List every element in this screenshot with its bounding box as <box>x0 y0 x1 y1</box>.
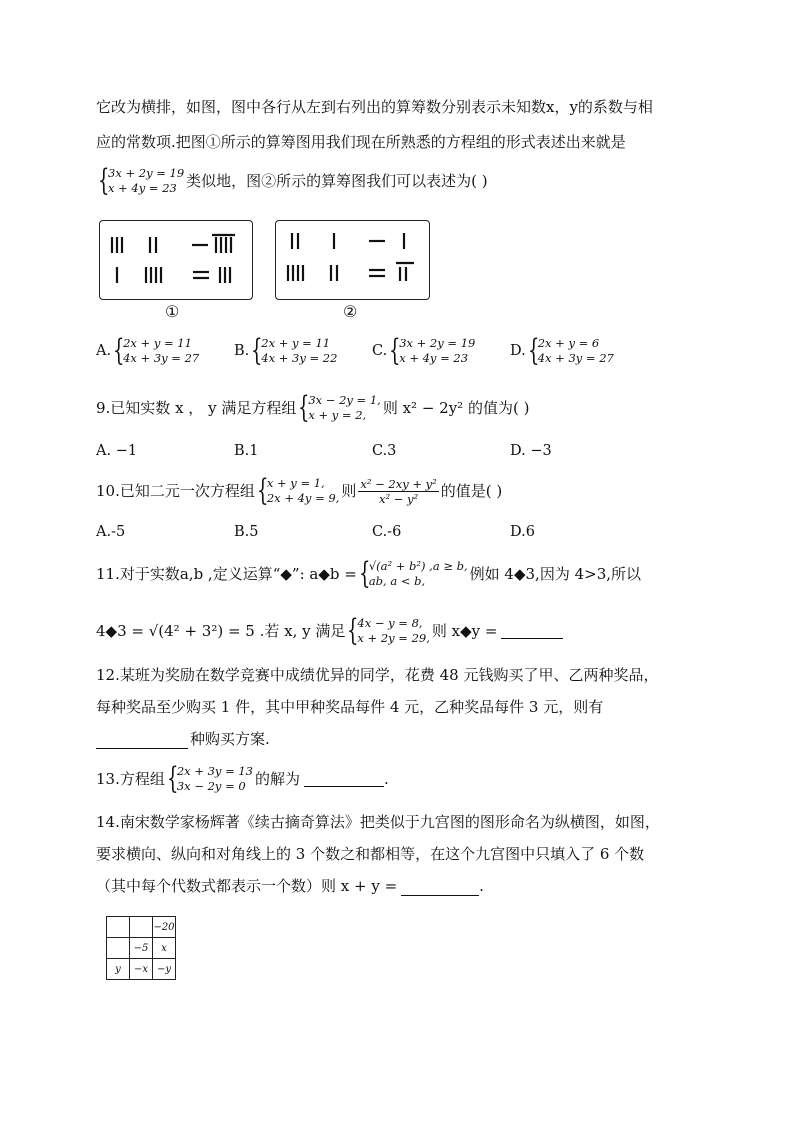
option-letter: C. <box>372 343 388 359</box>
option-letter: B. <box>234 343 250 359</box>
q11-line-2-prefix: 4◆3 = √(4² + 3²) = 5 .若 x, y 满足 <box>96 622 346 640</box>
q13-stem: 13.方程组 { 2x + 3y = 13 3x − 2y = 0 的解为 . <box>96 761 389 796</box>
intro-line-2: 应的常数项.把图①所示的算筹图用我们现在所熟悉的方程组的形式表述出来就是 <box>96 133 626 151</box>
option-eq: 2x + y = 11 <box>123 336 192 350</box>
grid-cell: −y <box>153 959 176 980</box>
grid-cell <box>107 917 130 938</box>
q9-stem: 9.已知实数 x ， y 满足方程组 { 3x − 2y = 1, x + y = 2, 则 x² − 2y² 的值为( ) <box>96 390 530 425</box>
option-eq: 2x + y = 6 <box>537 336 600 350</box>
q14-line-3 <box>96 876 484 896</box>
option-eq: 4x + 3y = 27 <box>123 351 200 365</box>
option-eq: 4x + 3y = 27 <box>537 351 614 365</box>
q12-line-1: 12.某班为奖励在数学竞赛中成绩优异的同学，花费 48 元钱购买了甲、乙两种奖品， <box>96 666 659 684</box>
q10-option-c[interactable]: C.-6 <box>372 524 402 540</box>
option-letter: A. <box>96 343 112 359</box>
q14-answer-blank[interactable] <box>401 881 479 896</box>
q14-line-3-text: （其中每个代数式都表示一个数）则 x + y = <box>96 877 398 895</box>
q11-stem: 11.对于实数a,b ,定义运算“◆”: a◆b = { √(a² + b²) ,a ≥ b, ab, a < b, 例如 4◆3,因为 4>3,所以 <box>96 556 642 591</box>
grid-cell: y <box>107 959 130 980</box>
q13-eq-2: 3x − 2y = 0 <box>176 779 246 793</box>
grid-cell <box>130 917 153 938</box>
q10-option-a[interactable]: A.-5 <box>96 524 126 540</box>
q9-option-c[interactable]: C.3 <box>372 443 397 459</box>
system-eq-2: x + 4y = 23 <box>108 181 177 195</box>
q8-option-c[interactable]: C. { 3x + 2y = 19 x + 4y = 23 <box>372 333 476 368</box>
q13-end: . <box>384 770 389 788</box>
q13-prefix: 13.方程组 <box>96 770 165 788</box>
grid-cell: −5 <box>130 938 153 959</box>
q13-answer-blank[interactable] <box>304 772 384 787</box>
rod-figure-1-drawing <box>100 221 252 299</box>
figure-label-1: ① <box>165 302 180 321</box>
figure-label-2: ② <box>343 302 358 321</box>
q10-eq-2: 2x + 4y = 9, <box>266 491 340 505</box>
q10-stem: 10.已知二元一次方程组 { x + y = 1, 2x + 4y = 9, 则 $\frac{\text{x² − 2xy + y²}}{\text{x² − y²}}$ 的值是( ) <box>96 473 503 508</box>
q10-prefix: 10.已知二元一次方程组 <box>96 482 255 500</box>
q13-eq-1: 2x + 3y = 13 <box>176 764 254 778</box>
rod-figure-2 <box>275 220 430 300</box>
q9-eq-1: 3x − 2y = 1, <box>308 393 381 407</box>
option-letter: D. <box>510 343 526 359</box>
q8-option-b[interactable]: B. { 2x + y = 11 4x + 3y = 22 <box>234 333 338 368</box>
q8-option-a[interactable]: A. { 2x + y = 11 4x + 3y = 27 <box>96 333 200 368</box>
option-eq: 4x + 3y = 22 <box>261 351 338 365</box>
q11-answer-blank[interactable] <box>501 624 563 639</box>
option-eq: x + 4y = 23 <box>399 351 469 365</box>
rod-figure-1 <box>99 220 253 300</box>
intro-line-3 <box>96 163 488 199</box>
q9-suffix: 则 x² − 2y² 的值为( ) <box>382 399 530 417</box>
q9-option-a[interactable]: A. −1 <box>96 443 138 459</box>
q10-denominator: x² − y² <box>378 491 419 506</box>
q12-line-2: 每种奖品至少购买 1 件，其中甲种奖品每件 4 元，乙种奖品每件 3 元，则有 <box>96 698 604 716</box>
intro-line-3-tail: 类似地，图②所示的算筹图我们可以表述为( ) <box>186 172 488 190</box>
q9-eq-2: x + y = 2, <box>308 408 367 422</box>
grid-row <box>107 938 176 959</box>
grid-cell: −20 <box>153 917 176 938</box>
system-figure-1: { 3x + 2y = 19 x + 4y = 23 <box>98 163 185 198</box>
q10-eq-1: x + y = 1, <box>266 476 325 490</box>
grid-row <box>107 959 176 980</box>
q10-option-b[interactable]: B.5 <box>234 524 259 540</box>
option-eq: 2x + y = 11 <box>261 336 331 350</box>
q12-answer-blank[interactable] <box>96 734 188 749</box>
option-eq: 3x + 2y = 19 <box>399 336 476 350</box>
q14-end: . <box>479 877 484 895</box>
grid-cell: −x <box>130 959 153 980</box>
rod-figure-2-drawing <box>276 221 429 299</box>
q11-prefix: 11.对于实数a,b ,定义运算“◆”: a◆b = <box>96 565 357 583</box>
magic-square-grid <box>106 916 176 980</box>
q11-eq-2: x + 2y = 29, <box>357 631 430 645</box>
q9-option-d[interactable]: D. −3 <box>510 443 552 459</box>
q10-fraction <box>358 477 438 506</box>
q12-line-3 <box>96 729 270 749</box>
q11-line-2: 4◆3 = √(4² + 3²) = 5 .若 x, y 满足 { 4x − y = 8, x + 2y = 29, 则 x◆y = <box>96 612 563 650</box>
intro-line-1: 它改为横排，如图，图中各行从左到右列出的算筹数分别表示未知数x，y的系数与相 <box>96 98 653 116</box>
grid-row <box>107 917 176 938</box>
q9-prefix: 9.已知实数 x ， y 满足方程组 <box>96 399 297 417</box>
q10-numerator: x² − 2xy + y² <box>360 476 437 491</box>
q11-case-1: √(a² + b²) ,a ≥ b, <box>368 559 468 573</box>
q9-option-b[interactable]: B.1 <box>234 443 259 459</box>
q11-case-2: ab, a < b, <box>368 574 426 588</box>
q12-line-3-text: 种购买方案. <box>190 730 270 748</box>
q8-option-d[interactable]: D. { 2x + y = 6 4x + 3y = 27 <box>510 333 614 368</box>
q11-suffix: 例如 4◆3,因为 4>3,所以 <box>469 565 642 583</box>
system-eq-1: 3x + 2y = 19 <box>108 166 185 180</box>
q10-suffix: 的值是( ) <box>440 482 503 500</box>
grid-cell <box>107 938 130 959</box>
q11-line-2-suffix: 则 x◆y = <box>431 622 498 640</box>
q10-mid: 则 <box>341 482 357 500</box>
q14-line-1: 14.南宋数学家杨辉著《续古摘奇算法》把类似于九宫图的图形命名为纵横图，如图， <box>96 813 660 831</box>
q11-eq-1: 4x − y = 8, <box>357 616 423 630</box>
grid-cell: x <box>153 938 176 959</box>
q13-suffix: 的解为 <box>255 770 301 788</box>
q14-line-2: 要求横向、纵向和对角线上的 3 个数之和都相等，在这个九宫图中只填入了 6 个数 <box>96 845 645 863</box>
q10-option-d[interactable]: D.6 <box>510 524 535 540</box>
